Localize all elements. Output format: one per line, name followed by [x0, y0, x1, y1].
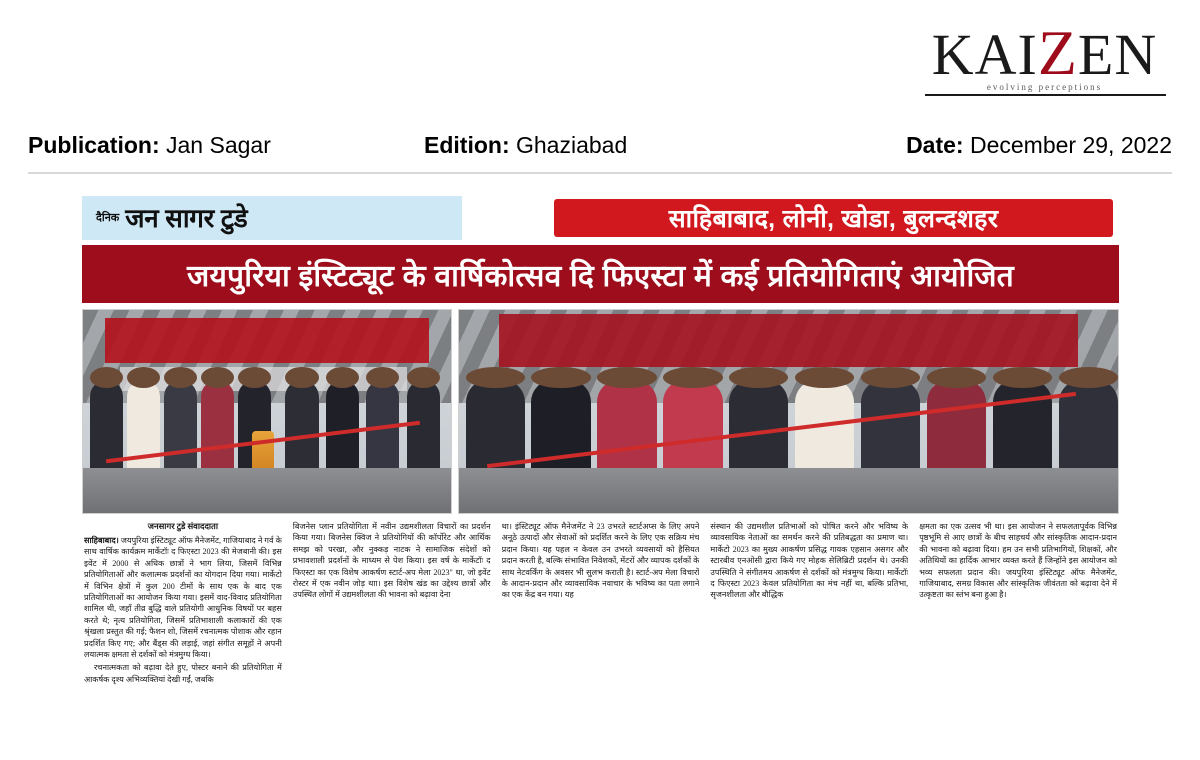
article-byline: जनसागर टुडे संवाददाता: [147, 522, 218, 531]
logo-underline: [925, 94, 1166, 96]
article-paragraph: क्षमता का एक उत्सव भी था। इस आयोजन ने सफलतापूर्वक विभिन्न पृष्ठभूमि से आए छात्रों के बीच साहचर्य और सांस्कृतिक आदान-प्रदान की भावना को बढ़ावा दिया। हम उन सभी प्रतिभागियों, शिक्षकों, और अतिथियों का हार्दिक आभार व्यक्त करते हैं जिन्होंने इस आयोजन को भव्य सफलता प्रदान की। जयपुरिया इंस्टिट्यूट ऑफ मैनेजमेंट, गाजियाबाद, समग्र विकास और सांस्कृतिक जीवंतता को बढ़ावा देने में उत्कृष्टता का स्तंभ बना हुआ है।: [919, 522, 1117, 600]
stage-banner: [499, 314, 1079, 367]
paragraph-text: जयपुरिया इंस्टिट्यूट ऑफ मैनेजमेंट, गाजियाबाद ने गर्व के साथ वार्षिक कार्यक्रम मार्केटॉः द फिएस्टा 2023 की मेजबानी की। इस इवेंट में 2000 से अधिक छात्रों ने भाग लिया, जिसमें विभिन्न प्रतियोगिताओं और कलात्मक प्रदर्शनों का योगदान दिया गया। मार्केटो में विभिन क्षेत्रों में कुल 200 टीमों के साथ एक के बाद एक प्रतियोगिताओं का आयोजन किया गया। इसमें वाद-विवाद प्रतियोगिता शामिल थी, जहाँ तीव्र बुद्धि वाले प्रतियोगी आधुनिक विषयों पर बहस करते थे; नृत्य प्रतियोगिता, जिसमें प्रतिभाशाली कलाकारों की एक श्रृंखला प्रस्तुत की गई; फैशन शो, जिसमें रचनात्मक पोशाक और रहान प्रदर्शित किए गए; और बैंड्स की लड़ाई, जहां संगीत समूहों ने अपनी लयात्मक क्षमता से दर्शकों को मंत्रमुग्ध किया।: [84, 536, 282, 660]
newspaper-masthead: [82, 196, 1119, 240]
logo-part-2: EN: [1077, 22, 1158, 87]
photo-strip: [82, 309, 1119, 514]
masthead-title: जन सागर टुडे: [125, 203, 248, 233]
masthead-right: [462, 196, 1119, 240]
publication-field: [28, 132, 424, 159]
article-paragraph: रचनात्मकता को बढ़ावा देते हुए, पोस्टर बनाने की प्रतियोगिता में आकर्षक दृश्य अभिव्यक्तियां देखी गईं, जबकि: [84, 663, 282, 684]
edition-value: Ghaziabad: [516, 132, 628, 158]
edition-field: [424, 132, 734, 159]
masthead-kicker: दैनिक: [96, 211, 120, 224]
article-paragraph: था। इंस्टिट्यूट ऑफ मैनेजमेंट ने 23 उभरते स्टार्टअप्स के लिए अपने अनूठे उत्पादों और सेवाओं को प्रदर्शित करने के लिए एक सक्रिय मंच प्रदान किया। यह पहल न केवल उन उभरते व्यवसायों को हैसियत प्रदान करती है, बल्कि संभावित निवेशकों, मेंटरों और व्यापक दर्शकों के साथ नेटवर्किंग के अवसर भी सुलभ कराती है। स्टार्ट-अप मेला विचारों के आदान-प्रदान और व्यावसायिक नवाचार के भविष्य का पता लगाने का एक केंद्र बन गया। यह: [501, 522, 700, 600]
article-body: [82, 521, 1119, 748]
date-field: [734, 132, 1172, 159]
people-group: [459, 367, 1118, 477]
stage-banner: [105, 318, 429, 363]
article-paragraph: संस्थान की उद्यमशील प्रतिभाओं को पोषित करने और भविष्य के व्यावसायिक नेताओं का समर्थन करने की प्रतिबद्धता का प्रमाण था। मार्केटो 2023 का मुख्य आकर्षण प्रसिद्ध गायक एहसान असगर और स्टारबीव एनओसी द्वारा किये गए मोहक सेलिब्रिटी प्रदर्शन थे। उनकी उपस्थिति ने संगीतमय आकर्षण से दर्शकों को मंत्रमुग्ध किया। मार्केटॉः द फिएस्टा 2023 केवल प्रतियोगिता का मंच नहीं था, बल्कि प्रतिभा, सृजनशीलता और बौद्धिक: [710, 522, 909, 600]
publication-label: Publication: [28, 132, 152, 158]
publication-value: Jan Sagar: [166, 132, 271, 158]
header-divider: [28, 172, 1172, 174]
article-headline: जयपुरिया इंस्टिट्यूट के वार्षिकोत्सव दि फिएस्टा में कई प्रतियोगिताएं आयोजित: [82, 245, 1119, 303]
edition-label: Edition: [424, 132, 502, 158]
kaizen-logo: [917, 17, 1172, 110]
photo-floor: [459, 468, 1118, 513]
article-column-1: [84, 521, 282, 748]
article-paragraph: [84, 535, 282, 660]
article-paragraph: बिजनेस प्लान प्रतियोगिता में नवीन उद्यमशीलता विचारों का प्रदर्शन किया गया। बिजनेस क्विज ने प्रतियोगियों की कॉर्पोरेट और आर्थिक समझ को परखा, और नुक्कड़ नाटक ने सामाजिक संदेशों को प्रभावशाली प्रदर्शनों के माध्यम से पेश किया। इस वर्ष के मार्केटॉः द फिएस्टा का एक विशेष आकर्षण स्टार्ट-अप मेला 2023" था, जो इवेंट रोस्टर में एक नवीन जोड़ थाा। इस विशेष खंड का उद्देश्य छात्रों और उपस्थित लोगों में उद्यमशीलता की भावना को बढ़ावा देना: [292, 522, 491, 600]
clipping-meta: [28, 132, 1172, 159]
logo-part-1: KAI: [931, 22, 1038, 87]
publication-separator: :: [151, 132, 167, 158]
ribbon-cutting-photo-right: [458, 309, 1119, 514]
article-column-5: [919, 521, 1117, 748]
logo-tagline: evolving perceptions: [986, 82, 1103, 92]
photo-floor: [83, 468, 451, 513]
ribbon-cutting-photo-left: [82, 309, 452, 514]
article-column-2: [293, 521, 491, 748]
date-label: Date: [906, 132, 956, 158]
date-separator: :: [955, 132, 970, 158]
masthead-city-band: साहिबाबाद, लोनी, खोडा, बुलन्दशहर: [554, 199, 1113, 237]
logo-part-z: Z: [1037, 17, 1078, 88]
dateline: साहिबाबाद।: [84, 536, 119, 545]
article-column-3: [502, 521, 700, 748]
masthead-nameplate: [82, 196, 462, 240]
edition-separator: :: [501, 132, 516, 158]
newspaper-clipping: [82, 196, 1119, 748]
article-column-4: [710, 521, 908, 748]
date-value: December 29, 2022: [969, 132, 1172, 158]
